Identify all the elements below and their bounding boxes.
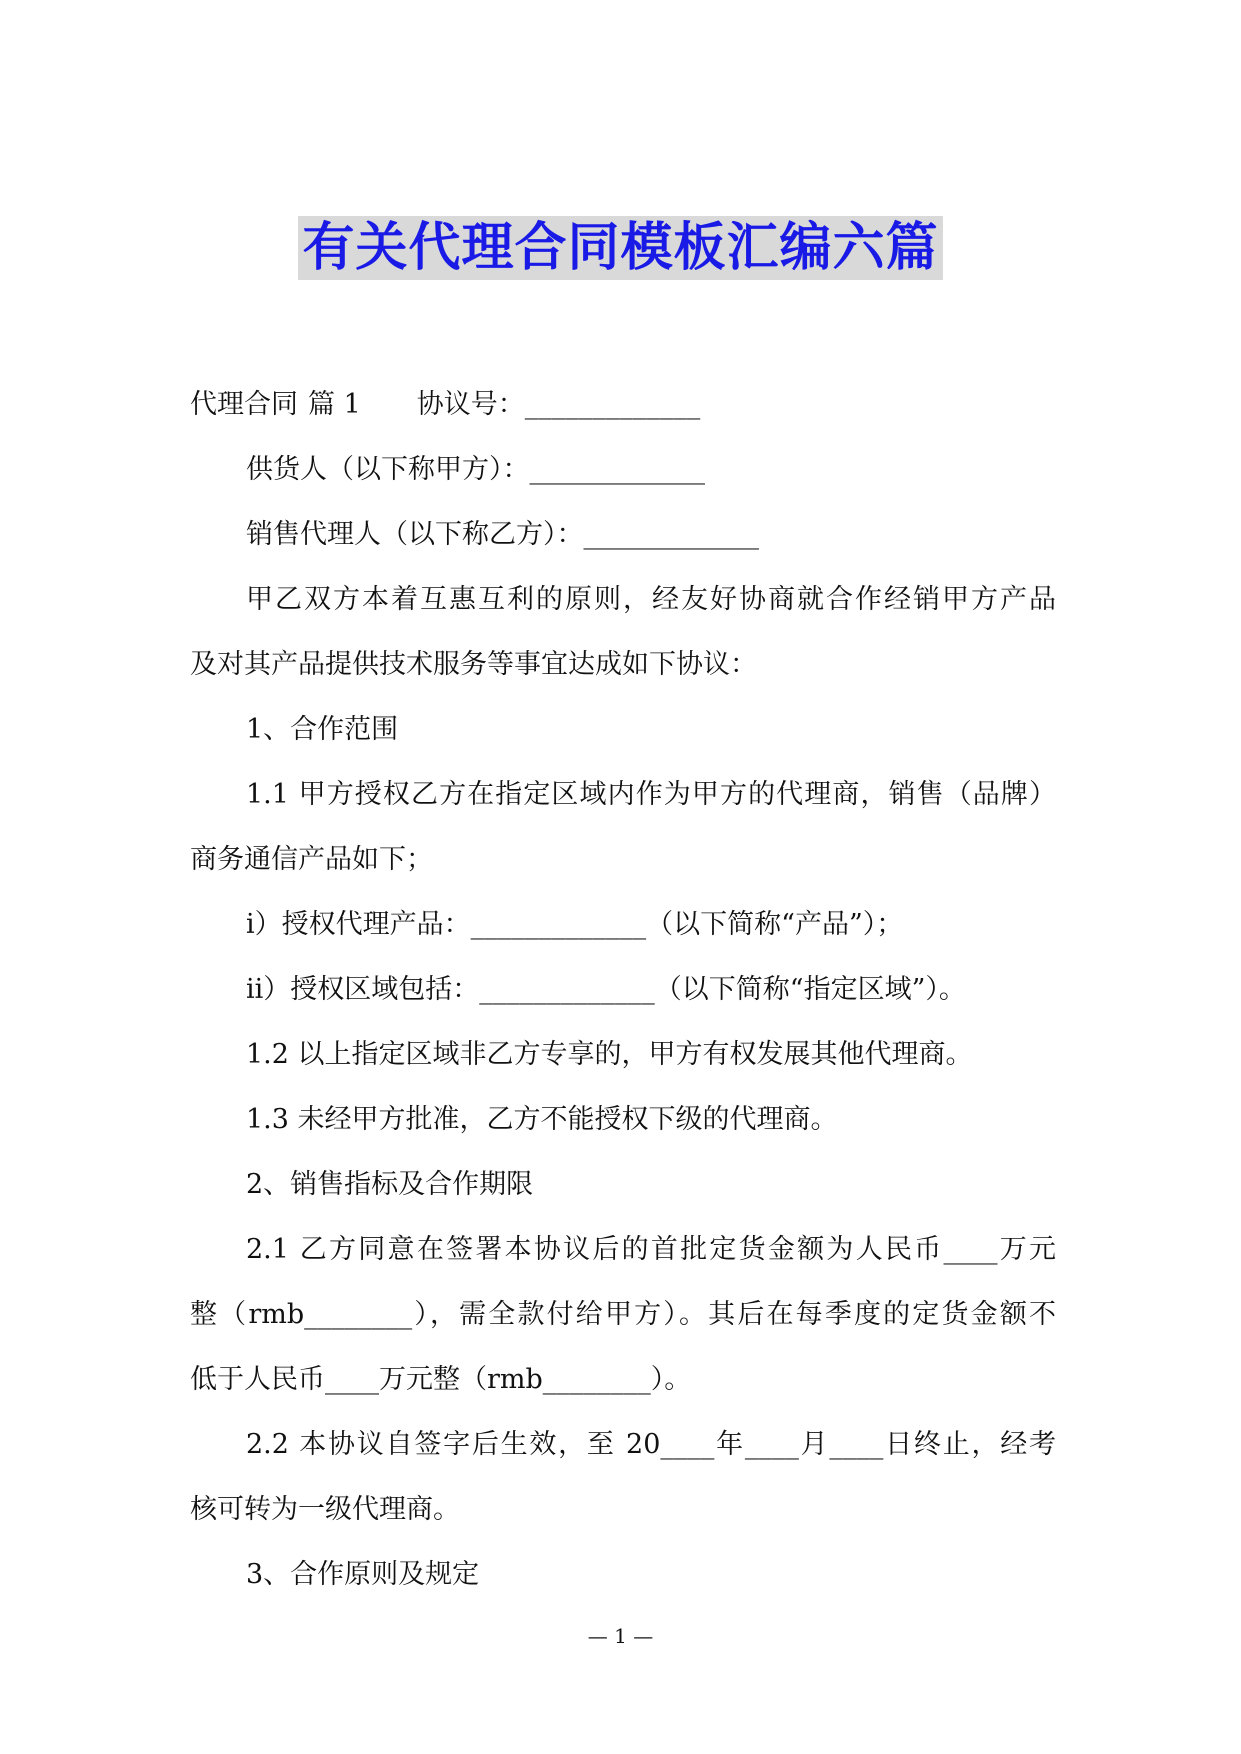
paragraph-line: ii）授权区域包括：_____________（以下简称“指定区域”）。 bbox=[246, 974, 966, 1005]
contract-header-line bbox=[190, 385, 1056, 450]
supplier-line: 供货人（以下称甲方）：_____________ bbox=[246, 454, 705, 485]
paragraph-line: i）授权代理产品：_____________（以下简称“产品”）； bbox=[246, 909, 904, 940]
section-heading: 2、销售指标及合作期限 bbox=[246, 1169, 534, 1200]
document-body bbox=[190, 385, 1056, 1620]
paragraph-line: 1.3 未经甲方批准，乙方不能授权下级的代理商。 bbox=[246, 1104, 838, 1135]
agent-line: 销售代理人（以下称乙方）：_____________ bbox=[246, 519, 759, 550]
agreement-number: 协议号：_____________ bbox=[416, 389, 701, 420]
paragraph-line: 商务通信产品如下； bbox=[190, 844, 433, 875]
paragraph-line: 低于人民币____万元整（rmb________）。 bbox=[190, 1364, 692, 1395]
paragraph-line: 及对其产品提供技术服务等事宜达成如下协议： bbox=[190, 649, 757, 680]
paragraph-line: 1.1 甲方授权乙方在指定区域内作为甲方的代理商，销售（品牌） bbox=[246, 779, 1056, 810]
paragraph-line: 1.2 以上指定区域非乙方专享的，甲方有权发展其他代理商。 bbox=[246, 1039, 973, 1070]
paragraph-line: 2.2 本协议自签字后生效，至 20____年____月____日终止，经考 bbox=[246, 1429, 1056, 1460]
section-heading: 1、合作范围 bbox=[246, 714, 399, 745]
document-title: 有关代理合同模板汇编六篇 bbox=[298, 216, 942, 280]
title-wrap bbox=[0, 216, 1241, 280]
section-heading: 3、合作原则及规定 bbox=[246, 1559, 480, 1590]
paragraph-line: 核可转为一级代理商。 bbox=[190, 1494, 460, 1525]
paragraph-line: 甲乙双方本着互惠互利的原则，经友好协商就合作经销甲方产品 bbox=[246, 584, 1056, 615]
paragraph-line: 2.1 乙方同意在签署本协议后的首批定货金额为人民币____万元 bbox=[246, 1234, 1056, 1265]
contract-name: 代理合同 bbox=[190, 389, 298, 420]
page-number: — 1 — bbox=[587, 1624, 654, 1648]
contract-number-label: 篇 1 bbox=[308, 389, 361, 420]
paragraph-line: 整（rmb________），需全款付给甲方）。其后在每季度的定货金额不 bbox=[190, 1299, 1056, 1330]
